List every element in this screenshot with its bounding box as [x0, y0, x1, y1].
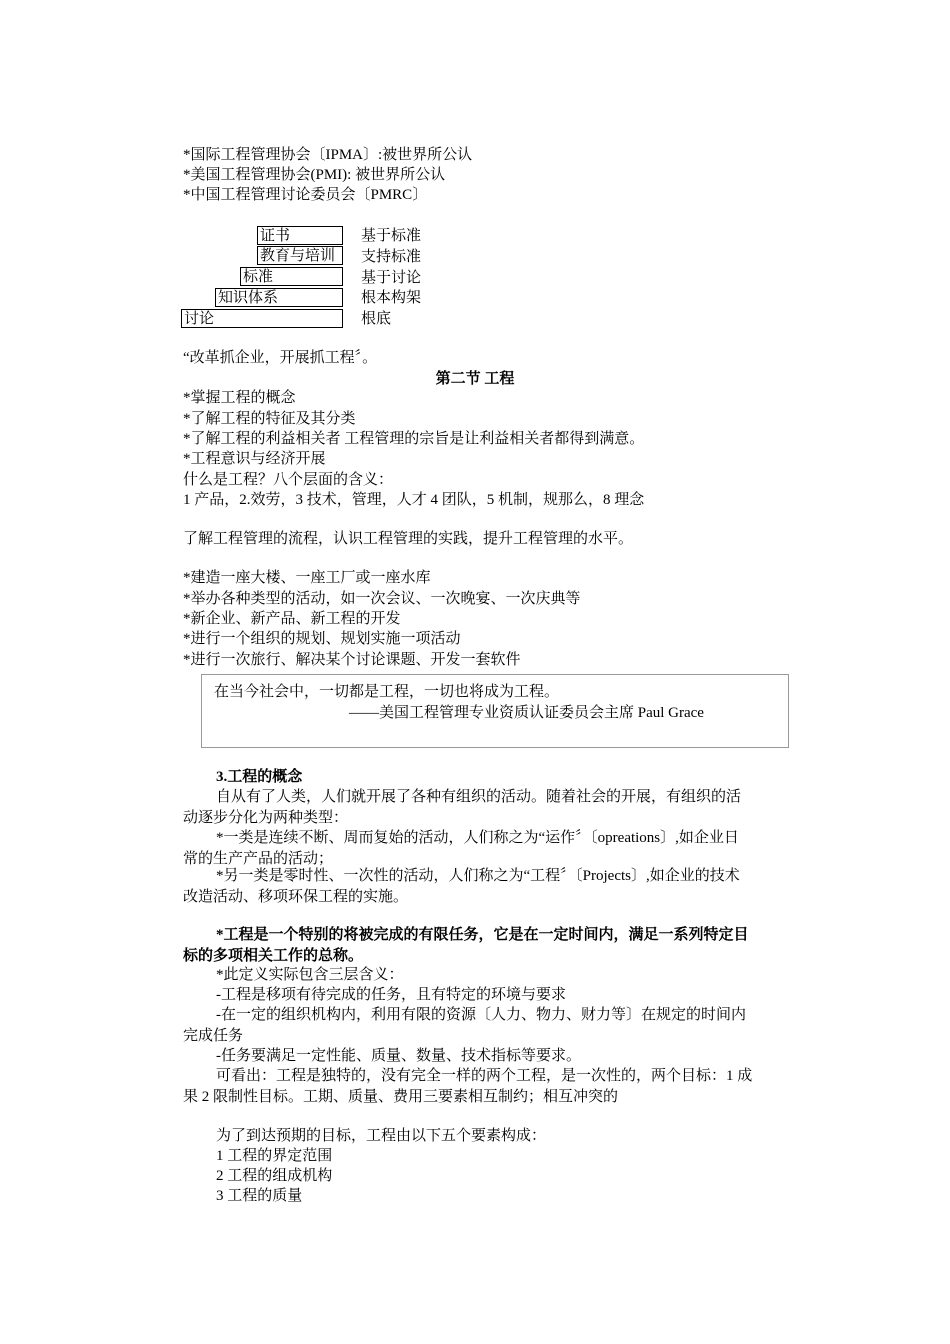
- layer-item: -工程是移项有待完成的任务，且有特定的环境与要求: [216, 987, 566, 1003]
- org-line-ipma: *国际工程管理协会〔IPMA〕:被世界所公认: [183, 147, 473, 163]
- example-item: *新企业、新产品、新工程的开发: [183, 611, 401, 627]
- definition-paragraph: [183, 925, 819, 966]
- paragraph-line: 自从有了人类，人们就开展了各种有组织的活动。随着社会的开展，有组织的活: [216, 789, 742, 805]
- projects-paragraph: [183, 866, 819, 907]
- elements-intro: 为了到达预期的目标，工程由以下五个要素构成：: [216, 1128, 547, 1144]
- org-line-pmrc: *中国工程管理讨论委员会〔PMRC〕: [183, 187, 428, 203]
- stair-box-certificate: 证书: [257, 226, 343, 245]
- example-item: *进行一次旅行、解决某个讨论课题、开发一套软件: [183, 652, 521, 668]
- slogan: “改革抓企业，开展抓工程〞。: [183, 350, 378, 366]
- understand-line: 了解工程管理的流程，认识工程管理的实践，提升工程管理的水平。: [183, 531, 634, 547]
- objective-item: *掌握工程的概念: [183, 390, 296, 406]
- example-item: *建造一座大楼、一座工厂或一座水库: [183, 570, 431, 586]
- paragraph-line: *一类是连续不断、周而复始的活动，人们称之为“运作〞〔opreations〕,如企业日: [216, 830, 739, 846]
- element-item: 1 工程的界定范围: [216, 1148, 333, 1164]
- objective-item: *工程意识与经济开展: [183, 451, 326, 467]
- paragraph-line: *工程是一个特别的将被完成的有限任务，它是在一定时间内，满足一系列特定目: [216, 927, 749, 943]
- stair-box-knowledge: 知识体系: [215, 288, 343, 307]
- concept-paragraph: [183, 787, 819, 828]
- example-item: *进行一个组织的规划、规划实施一项活动: [183, 631, 461, 647]
- stair-label-certificate: 基于标准: [361, 228, 422, 244]
- paragraph-line: 动逐步分化为两种类型：: [183, 809, 349, 826]
- paragraph-line: 完成任务: [183, 1027, 244, 1044]
- three-layers-intro: *此定义实际包含三层含义：: [216, 967, 404, 983]
- paragraph-line: 改造活动、移项环保工程的实施。: [183, 888, 409, 905]
- stair-box-standard: 标准: [240, 267, 343, 286]
- conclusion-paragraph: [183, 1066, 819, 1107]
- paragraph-line: 可看出：工程是独特的，没有完全一样的两个工程，是一次性的，两个目标：1 成: [216, 1068, 753, 1084]
- element-item: 3 工程的质量: [216, 1188, 303, 1204]
- layer-item: -任务要满足一定性能、质量、数量、技术指标等要求。: [216, 1048, 581, 1064]
- stair-label-education: 支持标准: [361, 249, 422, 265]
- quote-author: ——美国工程管理专业资质认证委员会主席 Paul Grace: [349, 705, 704, 721]
- stair-box-research: 讨论: [181, 309, 343, 328]
- stair-label-standard: 基于讨论: [361, 270, 422, 286]
- paragraph-line: -在一定的组织机构内，利用有限的资源〔人力、物力、财力等〕在规定的时间内: [216, 1007, 746, 1023]
- what-is-question: 什么是工程？八个层面的含义：: [183, 472, 394, 488]
- paragraph-line: 果 2 限制性目标。工期、质量、费用三要素相互制约；相互冲突的: [183, 1088, 619, 1105]
- example-item: *举办各种类型的活动，如一次会议、一次晚宴、一次庆典等: [183, 591, 581, 607]
- stair-label-research: 根底: [361, 311, 392, 327]
- paragraph-line: 常的生产产品的活动；: [183, 850, 334, 867]
- concept-heading: 3.工程的概念: [216, 769, 303, 785]
- objective-item: *了解工程的特征及其分类: [183, 411, 356, 427]
- quote-box: [201, 674, 789, 748]
- paragraph-line: 标的多项相关工作的总称。: [183, 947, 364, 964]
- org-line-pmi: *美国工程管理协会(PMI): 被世界所公认: [183, 167, 446, 183]
- quote-text: 在当今社会中，一切都是工程，一切也将成为工程。: [214, 684, 560, 700]
- element-item: 2 工程的组成机构: [216, 1168, 333, 1184]
- eight-levels: 1 产品，2.效劳，3 技术，管理，人才 4 团队，5 机制，规那么，8 理念: [183, 492, 645, 508]
- stair-box-education: 教育与培训: [257, 246, 343, 265]
- operations-paragraph: [183, 828, 819, 869]
- objective-item: *了解工程的利益相关者 工程管理的宗旨是让利益相关者都得到满意。: [183, 431, 645, 447]
- paragraph-line: *另一类是零时性、一次性的活动，人们称之为“工程〞〔Projects〕,如企业的技术: [216, 868, 740, 884]
- section-title: 第二节 工程: [435, 371, 515, 387]
- layer-item: [183, 1005, 819, 1046]
- stair-label-knowledge: 根本构架: [361, 290, 422, 306]
